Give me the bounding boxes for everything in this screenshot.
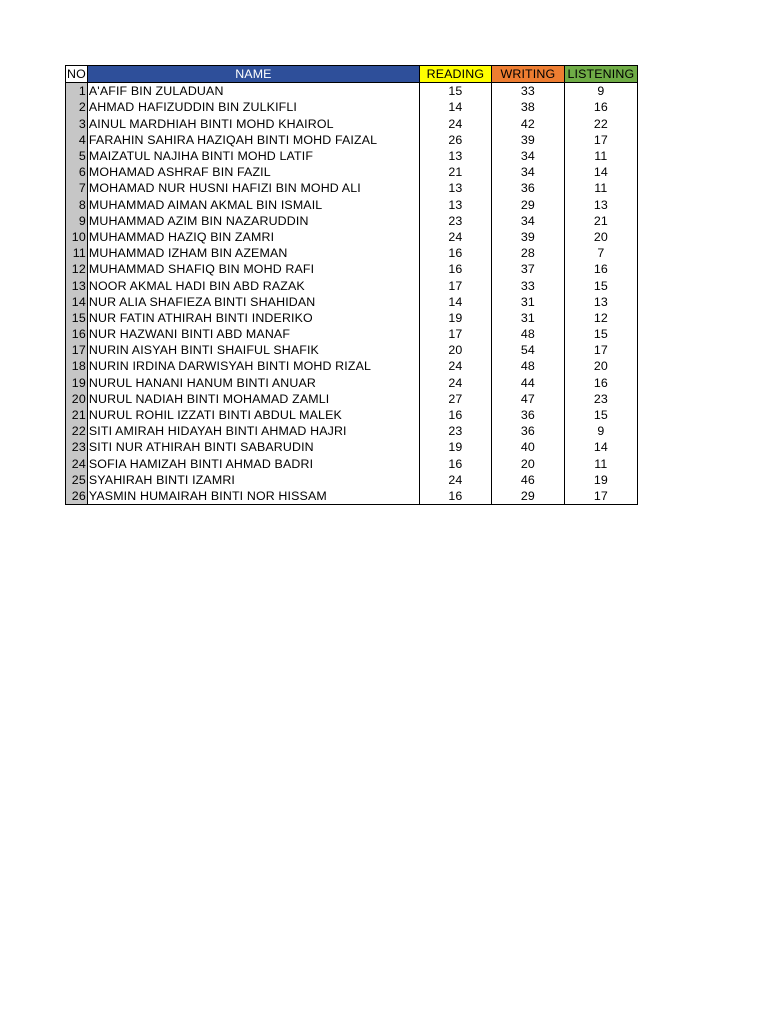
cell-no: 22	[66, 423, 88, 439]
table-row	[66, 229, 638, 245]
cell-reading: 14	[419, 294, 491, 310]
cell-name: A'AFIF BIN ZULADUAN	[87, 83, 419, 100]
cell-listening: 14	[564, 164, 637, 180]
cell-listening: 9	[564, 423, 637, 439]
table-row	[66, 197, 638, 213]
cell-name: NUR HAZWANI BINTI ABD MANAF	[87, 326, 419, 342]
cell-reading: 17	[419, 277, 491, 293]
cell-name: MUHAMMAD AZIM BIN NAZARUDDIN	[87, 213, 419, 229]
cell-listening: 17	[564, 132, 637, 148]
cell-reading: 16	[419, 488, 491, 505]
cell-no: 14	[66, 294, 88, 310]
cell-reading: 13	[419, 180, 491, 196]
table-row	[66, 180, 638, 196]
header-name: NAME	[87, 66, 419, 83]
cell-listening: 20	[564, 229, 637, 245]
cell-reading: 16	[419, 261, 491, 277]
table-row	[66, 132, 638, 148]
table-header	[66, 66, 638, 83]
cell-writing: 47	[491, 391, 564, 407]
cell-no: 11	[66, 245, 88, 261]
cell-listening: 20	[564, 358, 637, 374]
table-row	[66, 277, 638, 293]
cell-reading: 26	[419, 132, 491, 148]
cell-listening: 12	[564, 310, 637, 326]
table-row	[66, 148, 638, 164]
cell-writing: 39	[491, 229, 564, 245]
cell-listening: 17	[564, 488, 637, 505]
cell-writing: 34	[491, 213, 564, 229]
cell-no: 6	[66, 164, 88, 180]
cell-name: NURUL HANANI HANUM BINTI ANUAR	[87, 375, 419, 391]
cell-writing: 48	[491, 358, 564, 374]
cell-writing: 31	[491, 294, 564, 310]
cell-listening: 14	[564, 439, 637, 455]
cell-reading: 24	[419, 358, 491, 374]
cell-listening: 16	[564, 375, 637, 391]
cell-no: 19	[66, 375, 88, 391]
cell-name: NUR ALIA SHAFIEZA BINTI SHAHIDAN	[87, 294, 419, 310]
cell-reading: 17	[419, 326, 491, 342]
cell-reading: 24	[419, 229, 491, 245]
table-row	[66, 391, 638, 407]
cell-name: MUHAMMAD IZHAM BIN AZEMAN	[87, 245, 419, 261]
cell-reading: 13	[419, 197, 491, 213]
table-row	[66, 116, 638, 132]
cell-listening: 21	[564, 213, 637, 229]
cell-reading: 24	[419, 472, 491, 488]
table-row	[66, 261, 638, 277]
cell-no: 15	[66, 310, 88, 326]
cell-reading: 13	[419, 148, 491, 164]
cell-name: FARAHIN SAHIRA HAZIQAH BINTI MOHD FAIZAL	[87, 132, 419, 148]
table-row	[66, 294, 638, 310]
cell-reading: 27	[419, 391, 491, 407]
cell-no: 4	[66, 132, 88, 148]
cell-reading: 19	[419, 439, 491, 455]
table-row	[66, 423, 638, 439]
cell-name: NURUL ROHIL IZZATI BINTI ABDUL MALEK	[87, 407, 419, 423]
cell-reading: 23	[419, 423, 491, 439]
cell-no: 23	[66, 439, 88, 455]
cell-writing: 33	[491, 83, 564, 100]
cell-reading: 24	[419, 116, 491, 132]
cell-no: 1	[66, 83, 88, 100]
cell-reading: 15	[419, 83, 491, 100]
cell-name: MUHAMMAD AIMAN AKMAL BIN ISMAIL	[87, 197, 419, 213]
cell-reading: 21	[419, 164, 491, 180]
cell-writing: 34	[491, 148, 564, 164]
cell-listening: 11	[564, 180, 637, 196]
cell-listening: 13	[564, 197, 637, 213]
table-row	[66, 99, 638, 115]
cell-listening: 13	[564, 294, 637, 310]
cell-name: MAIZATUL NAJIHA BINTI MOHD LATIF	[87, 148, 419, 164]
cell-reading: 16	[419, 407, 491, 423]
cell-no: 2	[66, 99, 88, 115]
table-row	[66, 213, 638, 229]
cell-name: NURUL NADIAH BINTI MOHAMAD ZAMLI	[87, 391, 419, 407]
cell-name: SOFIA HAMIZAH BINTI AHMAD BADRI	[87, 456, 419, 472]
cell-no: 21	[66, 407, 88, 423]
cell-listening: 15	[564, 277, 637, 293]
cell-no: 18	[66, 358, 88, 374]
cell-name: AINUL MARDHIAH BINTI MOHD KHAIROL	[87, 116, 419, 132]
table-row	[66, 326, 638, 342]
table-row	[66, 439, 638, 455]
cell-name: SITI NUR ATHIRAH BINTI SABARUDIN	[87, 439, 419, 455]
cell-writing: 39	[491, 132, 564, 148]
score-table	[65, 65, 638, 505]
table-row	[66, 407, 638, 423]
table-row	[66, 375, 638, 391]
cell-reading: 19	[419, 310, 491, 326]
cell-name: NUR FATIN ATHIRAH BINTI INDERIKO	[87, 310, 419, 326]
cell-reading: 20	[419, 342, 491, 358]
cell-writing: 48	[491, 326, 564, 342]
cell-no: 12	[66, 261, 88, 277]
header-writing: WRITING	[491, 66, 564, 83]
cell-no: 13	[66, 277, 88, 293]
cell-no: 16	[66, 326, 88, 342]
cell-listening: 16	[564, 261, 637, 277]
cell-listening: 11	[564, 148, 637, 164]
cell-no: 8	[66, 197, 88, 213]
cell-writing: 20	[491, 456, 564, 472]
cell-name: NOOR AKMAL HADI BIN ABD RAZAK	[87, 277, 419, 293]
cell-writing: 36	[491, 423, 564, 439]
header-no: NO	[67, 67, 86, 82]
cell-no: 17	[66, 342, 88, 358]
cell-writing: 46	[491, 472, 564, 488]
table-row	[66, 472, 638, 488]
cell-reading: 24	[419, 375, 491, 391]
cell-no: 26	[66, 488, 88, 505]
cell-writing: 34	[491, 164, 564, 180]
cell-writing: 42	[491, 116, 564, 132]
cell-writing: 29	[491, 488, 564, 505]
cell-no: 10	[66, 229, 88, 245]
cell-name: SYAHIRAH BINTI IZAMRI	[87, 472, 419, 488]
cell-reading: 16	[419, 456, 491, 472]
cell-writing: 40	[491, 439, 564, 455]
cell-reading: 16	[419, 245, 491, 261]
cell-writing: 29	[491, 197, 564, 213]
cell-no: 5	[66, 148, 88, 164]
cell-listening: 23	[564, 391, 637, 407]
table-row	[66, 83, 638, 100]
cell-writing: 44	[491, 375, 564, 391]
cell-writing: 37	[491, 261, 564, 277]
cell-name: AHMAD HAFIZUDDIN BIN ZULKIFLI	[87, 99, 419, 115]
cell-no: 20	[66, 391, 88, 407]
cell-listening: 19	[564, 472, 637, 488]
cell-name: MOHAMAD NUR HUSNI HAFIZI BIN MOHD ALI	[87, 180, 419, 196]
cell-name: MOHAMAD ASHRAF BIN FAZIL	[87, 164, 419, 180]
cell-writing: 28	[491, 245, 564, 261]
cell-name: MUHAMMAD HAZIQ BIN ZAMRI	[87, 229, 419, 245]
cell-writing: 36	[491, 407, 564, 423]
table-row	[66, 488, 638, 505]
cell-no: 25	[66, 472, 88, 488]
cell-name: MUHAMMAD SHAFIQ BIN MOHD RAFI	[87, 261, 419, 277]
table-row	[66, 310, 638, 326]
header-reading: READING	[419, 66, 491, 83]
table-row	[66, 245, 638, 261]
cell-listening: 16	[564, 99, 637, 115]
cell-listening: 11	[564, 456, 637, 472]
table-row	[66, 358, 638, 374]
cell-name: YASMIN HUMAIRAH BINTI NOR HISSAM	[87, 488, 419, 505]
table-body	[66, 83, 638, 505]
cell-reading: 14	[419, 99, 491, 115]
cell-writing: 54	[491, 342, 564, 358]
cell-no: 3	[66, 116, 88, 132]
cell-listening: 22	[564, 116, 637, 132]
cell-writing: 33	[491, 277, 564, 293]
header-row	[66, 66, 638, 83]
cell-listening: 17	[564, 342, 637, 358]
cell-writing: 38	[491, 99, 564, 115]
table-row	[66, 164, 638, 180]
cell-listening: 9	[564, 83, 637, 100]
cell-reading: 23	[419, 213, 491, 229]
cell-name: SITI AMIRAH HIDAYAH BINTI AHMAD HAJRI	[87, 423, 419, 439]
cell-name: NURIN AISYAH BINTI SHAIFUL SHAFIK	[87, 342, 419, 358]
table-row	[66, 342, 638, 358]
cell-no: 7	[66, 180, 88, 196]
cell-listening: 15	[564, 407, 637, 423]
cell-no: 9	[66, 213, 88, 229]
table-row	[66, 456, 638, 472]
cell-listening: 7	[564, 245, 637, 261]
cell-listening: 15	[564, 326, 637, 342]
cell-writing: 31	[491, 310, 564, 326]
cell-writing: 36	[491, 180, 564, 196]
header-listening: LISTENING	[564, 66, 637, 83]
cell-name: NURIN IRDINA DARWISYAH BINTI MOHD RIZAL	[87, 358, 419, 374]
cell-no: 24	[66, 456, 88, 472]
